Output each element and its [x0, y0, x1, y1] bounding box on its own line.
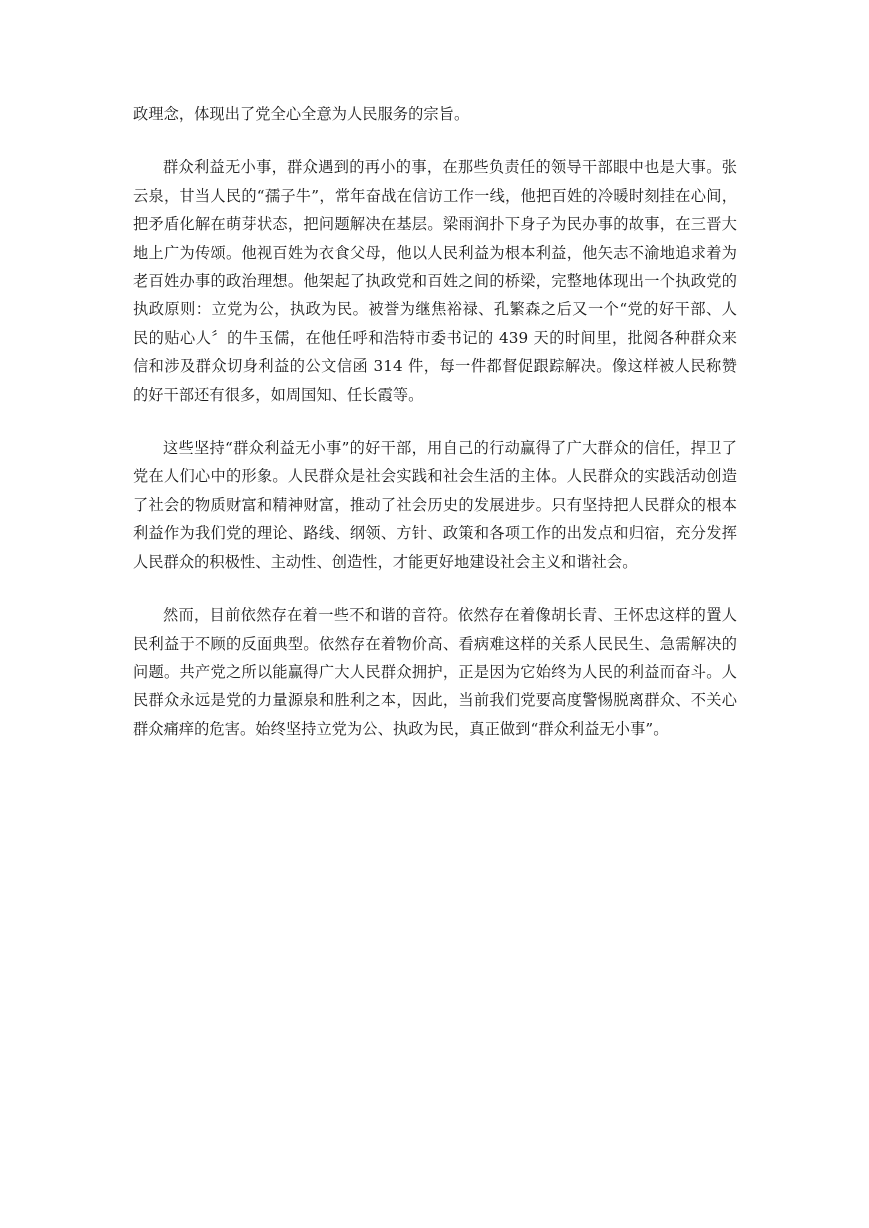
- paragraph-mass-interests: 群众利益无小事，群众遇到的再小的事，在那些负责任的领导干部眼中也是大事。张云泉，甘当人民的“孺子牛”，常年奋战在信访工作一线，他把百姓的冷暖时刻挂在心间，把矛盾化解在萌芽状态，把问题解决在基层。梁雨润扑下身子为民办事的故事，在三晋大地上广为传颂。他视百姓为衣食父母，他以人民利益为根本利益，他矢志不渝地追求着为老百姓办事的政治理想。他架起了执政党和百姓之间的桥梁，完整地体现出一个执政党的执政原则：立党为公，执政为民。被誉为继焦裕禄、孔繁森之后又一个“党的好干部、人民的贴心人〞的牛玉儒，在他任呼和浩特市委书记的 439 天的时间里，批阅各种群众来信和涉及群众切身利益的公文信函 314 件，每一件都督促跟踪解决。像这样被人民称赞的好干部还有很多，如周国知、任长霞等。: [133, 158, 737, 404]
- paragraph-discordant-notes: 然而，目前依然存在着一些不和谐的音符。依然存在着像胡长青、王怀忠这样的置人民利益于不顾的反面典型。依然存在着物价高、看病难这样的关系人民民生、急需解决的问题。共产党之所以能赢得广大人民群众拥护，正是因为它始终为人民的利益而奋斗。人民群众永远是党的力量源泉和胜利之本，因此，当前我们党要高度警惕脱离群众、不关心群众痛痒的危害。始终坚持立党为公、执政为民，真正做到“群众利益无小事”。: [133, 606, 737, 738]
- paragraph-continued: 政理念，体现出了党全心全意为人民服务的宗旨。: [133, 105, 470, 123]
- document-body: [133, 100, 737, 768]
- paragraph-good-cadres: 这些坚持“群众利益无小事”的好干部，用自己的行动赢得了广大群众的信任，捍卫了党在人们心中的形象。人民群众是社会实践和社会生活的主体。人民群众的实践活动创造了社会的物质财富和精神财富，推动了社会历史的发展进步。只有坚持把人民群众的根本利益作为我们党的理论、路线、纲领、方针、政策和各项工作的出发点和归宿，充分发挥人民群众的积极性、主动性、创造性，才能更好地建设社会主义和谐社会。: [133, 439, 737, 571]
